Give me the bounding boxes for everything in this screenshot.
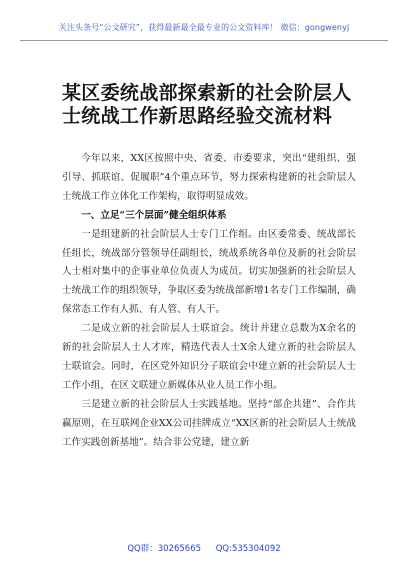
document-body (62, 150, 356, 453)
paragraph: 一是组建新的社会阶层人士专门工作组。由区委常委、统战部长任组长，统战部分管领导任副组长，统战系统各单位及新的社会阶层人士相对集中的企事业单位负责人为成员。切实加强新的社会阶层人士统战工作的组织领导，争取区委为统战部新增1名专门工作编制，确保常态工作有人抓、有人管、有人干。 (62, 228, 356, 316)
header-divider (20, 40, 388, 41)
qq-group-text: QQ群：30265665 (127, 544, 202, 554)
document-title: 某区委统战部探索新的社会阶层人士统战工作新思路经验交流材料 (62, 82, 352, 127)
paragraph: 三是建立新的社会阶层人士实践基地。坚持“部企共建”、合作共赢原则，在互联网企业XX公司挂牌成立“XX区新的社会阶层人士统战工作实践创新基地”。结合非公党建，建立新 (62, 398, 356, 448)
header-note: 关注头条号“公文研究”，获得最新最全最专业的公文资料库！ 微信：gongwenyj (58, 23, 350, 32)
qq-number-text: QQ:535304092 (215, 544, 281, 554)
paragraph: 二是成立新的社会阶层人士联谊会。统计并建立总数为X余名的新的社会阶层人士人才库，精选代表人士X余人建立新的社会阶层人士联谊会。同时，在区党外知识分子联谊会中建立新的社会阶层人士工作小组，在区文联建立新媒体从业人员工作小组。 (62, 323, 356, 391)
intro-paragraph: 今年以来，XX区按照中央、省委、市委要求，突出“建组织、强引导、抓联谊、促履职”4个重点环节，努力探索构建新的社会阶层人士统战工作立体化工作架构，取得明显成效。 (62, 153, 356, 202)
footer-contact (0, 542, 408, 554)
section-heading: 一、立足“三个层面”健全组织体系 (81, 209, 227, 221)
